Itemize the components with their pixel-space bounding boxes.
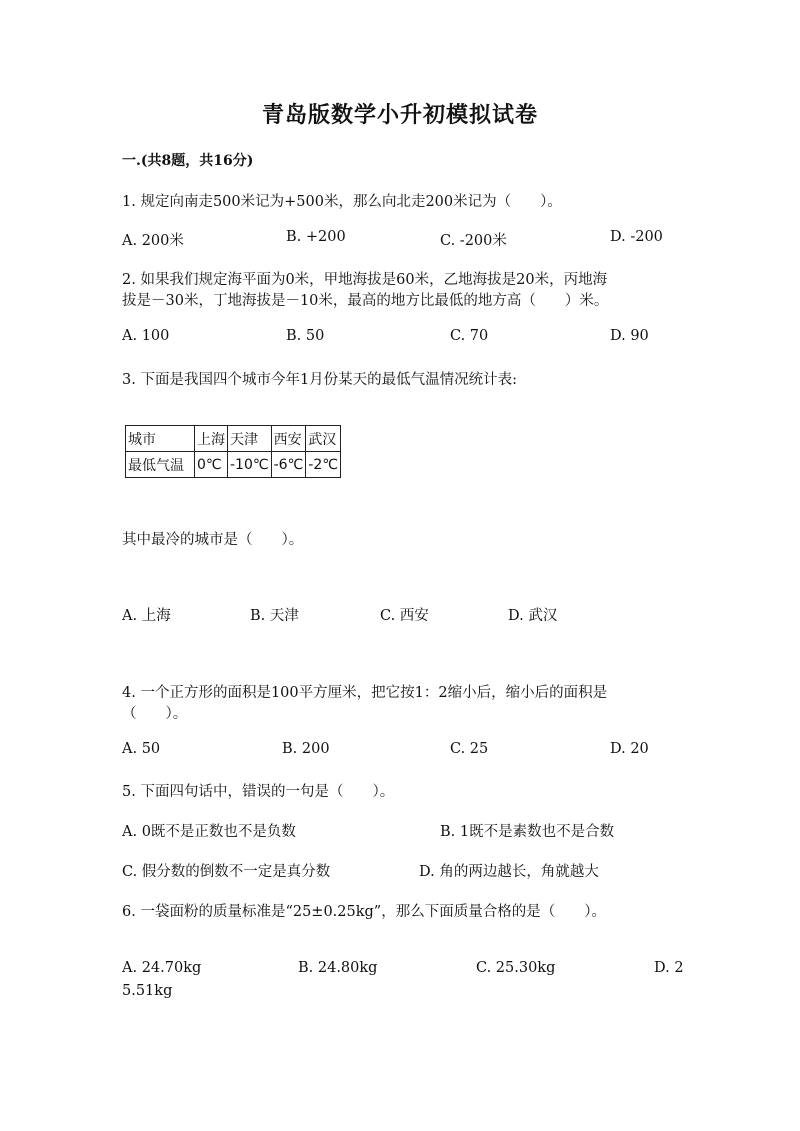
q5-option-d: D. 角的两边越长，角就越大 — [419, 864, 599, 880]
question-6-stem: 6. 一袋面粉的质量标准是“25±0.25kg”，那么下面质量合格的是（ ）。 — [122, 904, 606, 920]
table-cell: -10℃ — [228, 452, 272, 478]
temperature-table — [125, 425, 341, 478]
q1-option-a: A. 200米 — [122, 233, 184, 249]
q2-option-b: B. 50 — [286, 328, 325, 344]
q5-option-a: A. 0既不是正数也不是负数 — [122, 824, 296, 840]
q3-option-c: C. 西安 — [380, 608, 429, 624]
q2-option-d: D. 90 — [610, 328, 649, 344]
question-5-stem: 5. 下面四句话中，错误的一句是（ ）。 — [122, 784, 395, 800]
table-cell: 武汉 — [306, 426, 341, 452]
q4-option-a: A. 50 — [122, 741, 161, 757]
q3-option-a: A. 上海 — [122, 608, 171, 624]
table-cell: -2℃ — [306, 452, 341, 478]
q1-option-b: B. +200 — [286, 229, 346, 245]
q6-option-b: B. 24.80kg — [298, 960, 378, 976]
table-cell: 最低气温 — [126, 452, 195, 478]
q3-option-d: D. 武汉 — [508, 608, 558, 624]
table-cell: 西安 — [271, 426, 306, 452]
table-cell: -6℃ — [271, 452, 306, 478]
q6-option-d-continued: 5.51kg — [122, 983, 173, 999]
q2-option-a: A. 100 — [122, 328, 170, 344]
q4-option-d: D. 20 — [610, 741, 649, 757]
question-4-stem-line-2: （ ）。 — [122, 706, 188, 722]
question-2-stem-line-1: 2. 如果我们规定海平面为0米，甲地海拔是60米，乙地海拔是20米，丙地海 — [122, 272, 608, 288]
table-cell: 0℃ — [195, 452, 228, 478]
question-3-stem: 3. 下面是我国四个城市今年1月份某天的最低气温情况统计表: — [122, 372, 518, 388]
q6-option-d: D. 2 — [654, 960, 684, 976]
question-1-stem: 1. 规定向南走500米记为+500米，那么向北走200米记为（ ）。 — [122, 194, 562, 210]
section-heading: 一.(共8题，共16分) — [122, 153, 254, 169]
q6-option-c: C. 25.30kg — [476, 960, 556, 976]
q2-option-c: C. 70 — [450, 328, 489, 344]
q6-option-a: A. 24.70kg — [122, 960, 202, 976]
page-title: 青岛版数学小升初模拟试卷 — [261, 102, 538, 128]
table-header-row — [126, 426, 341, 452]
table-cell: 天津 — [228, 426, 272, 452]
q3-option-b: B. 天津 — [250, 608, 299, 624]
q1-option-c: C. -200米 — [440, 233, 507, 249]
table-row — [126, 452, 341, 478]
q5-option-c: C. 假分数的倒数不一定是真分数 — [122, 864, 331, 880]
table-cell: 上海 — [195, 426, 228, 452]
q4-option-c: C. 25 — [450, 741, 489, 757]
table-cell: 城市 — [126, 426, 195, 452]
question-4-stem-line-1: 4. 一个正方形的面积是100平方厘米，把它按1：2缩小后，缩小后的面积是 — [122, 685, 608, 701]
q1-option-d: D. -200 — [610, 229, 663, 245]
question-2-stem-line-2: 拔是－30米，丁地海拔是－10米，最高的地方比最低的地方高（ ）米。 — [122, 293, 609, 309]
question-3-followup: 其中最冷的城市是（ ）。 — [122, 532, 304, 548]
q5-option-b: B. 1既不是素数也不是合数 — [440, 824, 615, 840]
q4-option-b: B. 200 — [282, 741, 330, 757]
